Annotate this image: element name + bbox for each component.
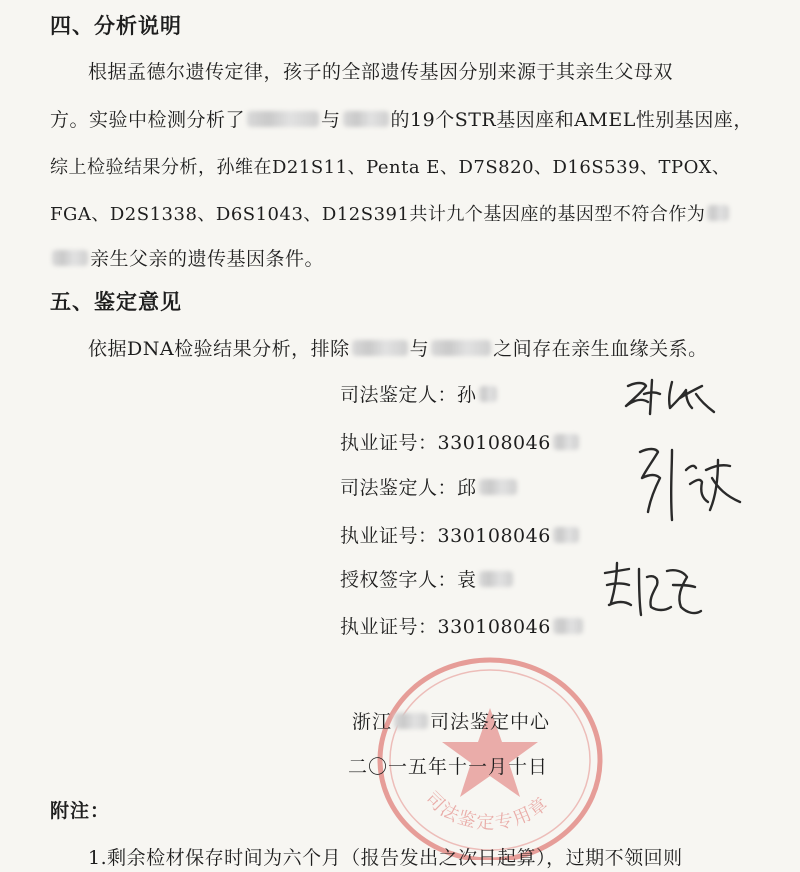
section-4-line-3: 综上检验结果分析，孙维在D21S11、Penta E、D7S820、D16S539、TPOX、 (50, 157, 731, 178)
section-5-heading: 五、鉴定意见 (50, 290, 182, 314)
section-4-line-2: 方。实验中检测分析了 与 的19个STR基因座和AMEL性别基因座， (50, 109, 753, 131)
section-4-line-5: 亲生父亲的遗传基因条件。 (50, 244, 324, 271)
redacted-name (479, 479, 517, 495)
signer-1-license-row: 执业证号：330108046 (340, 428, 581, 455)
signer-2-license-row: 执业证号：330108046 (340, 521, 581, 548)
signer-3-license-row: 执业证号：330108046 (340, 612, 585, 639)
redacted-name (352, 340, 408, 356)
section-4-line-4: FGA、D2S1338、D6S1043、D12S391共计九个基因座的基因型不符合作为 (50, 200, 731, 226)
svg-text:司法鉴定专用章: 司法鉴定专用章 (421, 787, 554, 834)
section-4-heading: 四、分析说明 (50, 14, 182, 38)
redacted-name (479, 386, 497, 402)
handwritten-signature-1 (620, 372, 720, 422)
signer-2-row: 司法鉴定人：邱 (340, 473, 519, 500)
organization-name: 浙江 司法鉴定中心 (352, 711, 551, 733)
handwritten-signature-2 (630, 440, 750, 530)
redacted-name (52, 250, 88, 266)
appendix-note-1: 1.剩余检材保存时间为六个月（报告发出之次日起算），过期不领回则 (88, 847, 683, 869)
redacted-name (343, 111, 389, 127)
redacted-name (707, 205, 729, 221)
official-seal-stamp (360, 640, 620, 860)
redacted-name (247, 111, 319, 127)
section-5-line-1: 依据DNA检验结果分析，排除 与 之间存在亲生血缘关系。 (88, 338, 708, 360)
appendix-label: 附注： (50, 800, 111, 822)
redacted-number (553, 527, 579, 543)
redacted-name (431, 340, 491, 356)
signer-1-row: 司法鉴定人：孙 (340, 380, 499, 407)
signer-3-row: 授权签字人：袁 (340, 565, 515, 592)
handwritten-signature-3 (595, 555, 705, 625)
section-4-line-1: 根据孟德尔遗传定律，孩子的全部遗传基因分别来源于其亲生父母双 (88, 61, 674, 83)
redacted-number (553, 618, 583, 634)
redacted-name (479, 571, 513, 587)
redacted-org-part (394, 713, 428, 729)
redacted-number (553, 434, 579, 450)
report-date: 二〇一五年十一月十日 (348, 756, 549, 778)
